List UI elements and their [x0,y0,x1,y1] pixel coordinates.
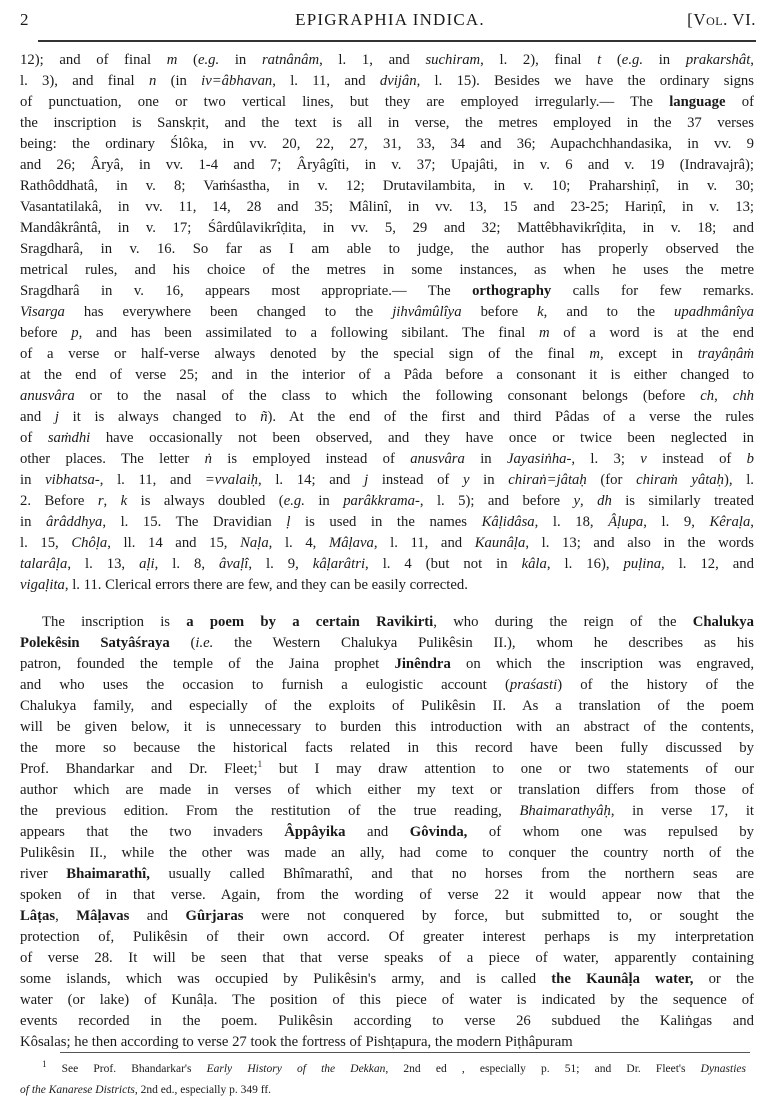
italic-text: m [538,325,550,341]
text-run: , [103,493,121,509]
italic-text: Kaunâḷa [474,535,526,551]
text-run: , l. 11. Clerical errors there are few, and they can be easily corrected. [64,577,468,593]
italic-text: talarâḷa [20,556,68,572]
text-line [20,948,754,969]
text-run: , [579,493,598,509]
text-run: , l. 12, and [661,556,754,572]
text-run: the Western Chalukya Pulikêsin II.), whom he describes as his [213,635,754,651]
text-run: ( [177,52,198,68]
text-line [20,176,754,197]
text-run: , who during the reign of the [433,614,693,630]
text-run: of verse 28. It will be seen that that verse speaks of a piece of water, apparently containing [20,950,754,966]
text-run: the inscription is Sanskṛit, and the text is all in verse, the metres employed in the 37 verses [20,115,754,131]
italic-text: iv=âbhavan [201,73,273,89]
text-line [20,92,754,113]
italic-text: âvaḷî [219,556,249,572]
text-run: , l. 2), final [480,52,598,68]
text-run: of [725,94,754,110]
text-run: of punctuation, one or two vertical lines, but they are employed irregularly.— The [20,94,670,110]
text-run: Sragdharâ, in v. 16. So far as I am able to judge, the author has properly observed the [20,241,754,257]
italic-text: Jayasiṅha- [506,451,572,467]
text-line [20,218,754,239]
italic-text: jihvâmûlîya [392,304,462,320]
text-line [20,491,754,512]
text-line [20,575,754,596]
italic-text: vibhatsa- [45,472,100,488]
italic-text: ch [700,388,715,404]
text-line [20,738,754,759]
text-run: will be given below, it is unnecessary to burden this introduction with an abstract of the contents, [20,719,754,735]
text-run: is similarly treated [611,493,755,509]
text-line [20,134,754,155]
text-run: The inscription is [42,614,187,630]
text-run: at the end of verse 25; and in the interior of a Pâda before a consonant it is either changed to [20,367,754,383]
text-line [20,969,754,990]
text-run: , l. 4, [268,535,329,551]
italic-text: m [589,346,601,362]
italic-text: chiraṅ=jâtaḥ [508,472,587,488]
italic-text: v [640,451,647,467]
text-run: author which are made in verses of which either my text or translation differs from those of [20,782,754,798]
text-run: , l. 18, [534,514,609,530]
text-line [20,1032,754,1053]
italic-text: upadhmânîya [674,304,754,320]
text-run: Kôsalas; he then according to verse 27 took the fortress of Pishṭapura, the modern Piṭhâpuram [20,1034,573,1050]
italic-text: t [597,52,602,68]
italic-text: kâla [521,556,547,572]
text-run: and [129,908,186,924]
text-run: , l. 11, and [99,472,205,488]
text-run: appears that the two invaders [20,824,285,840]
bold-text: Jinêndra [394,656,451,672]
text-run: , except in [600,346,698,362]
journal-title: EPIGRAPHIA INDICA. [295,10,485,29]
text-line [20,344,754,365]
paragraph-orthography [20,50,754,596]
text-run: ) of the history of the [557,677,754,693]
text-run: on which the inscription was engraved, [450,656,754,672]
text-run: Mandâkrântâ, in v. 17; Śârdûlavikrîḍita, in vv. 5, 29 and 32; Mattêbhavikrîḍita, in v. 18; and [20,220,754,236]
text-run: , l. 11, and [373,535,475,551]
text-run: , in verse 17, it [610,803,755,819]
text-line [20,612,754,633]
text-line [20,927,754,948]
text-run: l. 15, [20,535,72,551]
text-run: in [219,52,262,68]
italic-text: chh [732,388,755,404]
text-run: , l. 4 (but not in [365,556,522,572]
text-run: spoken of in that verse. Again, from the wording of verse 22 it would appear now that the [20,887,754,903]
text-run: , l. 8, [154,556,220,572]
text-run: the previous edition. From the restitution of the true reading, [20,803,520,819]
text-line [20,386,754,407]
text-line [20,906,754,927]
text-run: protection of, Pulikêsin of their own accord. Of greater interest perhaps is my interpretation [20,929,754,945]
text-line [20,407,754,428]
text-run: ). At the end of the first and third Pâdas of a verse the rules [267,409,754,425]
text-run: , l. 5); and before [419,493,574,509]
text-line [20,281,754,302]
text-run: but I may draw attention to one or two statements of our [262,761,754,777]
text-run: in [469,472,509,488]
text-line [20,260,754,281]
page-number: 2 [20,10,29,29]
italic-text: k [120,493,128,509]
text-run: have occasionally not been observed, and they have once or twice been neglected in [90,430,754,446]
text-run: and [345,824,410,840]
text-line [20,843,754,864]
italic-text: kâḷarâtri [312,556,366,572]
text-run: , l. 3; [571,451,641,467]
text-run: , and to the [543,304,675,320]
text-run: , [750,514,754,530]
text-line [20,113,754,134]
italic-text: aḷi [139,556,155,572]
text-run: Chalukya family, and especially of the exploits of Pulikêsin II. As a translation of the poem [20,698,754,714]
italic-text: ḷ [286,514,291,530]
text-run: Prof. Bhandarkar and Dr. Fleet; [20,761,258,777]
text-run: Rathôddhatâ, in v. 8; Vaṁśastha, in v. 12; Drutavilambita, in v. 10; Praharshiṇî, in v. 30; [20,178,754,194]
italic-text: ṅ [204,451,212,467]
text-line [20,1011,754,1032]
italic-text: j [54,409,59,425]
text-line [20,885,754,906]
italic-text: Kâḷidâsa [481,514,535,530]
text-line [20,533,754,554]
italic-text: i.e. [195,635,214,651]
italic-text: e.g. [621,52,644,68]
text-line [20,512,754,533]
running-header [0,6,780,36]
text-run: , [714,388,733,404]
text-line [20,239,754,260]
text-run: , l. 9, [643,514,710,530]
text-run: and who uses the occasion to furnish a eulogistic account ( [20,677,510,693]
text-line [20,675,754,696]
text-run: Sragdharâ in v. 16, appears most appropriate.— The [20,283,473,299]
italic-text: dh [597,493,612,509]
text-line [20,801,754,822]
footnote [20,1060,746,1102]
bold-text: Âppâyika [284,824,346,840]
text-line [20,822,754,843]
text-run: metrical rules, and his choice of the metres in some instances, as when he uses the metre [20,262,754,278]
text-line [20,717,754,738]
text-run: ( [169,635,196,651]
italic-text: trayâṇâṁ [697,346,754,362]
bold-text: language [669,94,726,110]
text-line [20,449,754,470]
text-run: or the [693,971,754,987]
text-run: , 2nd ed , especially p. 51; and Dr. Fleet's [385,1063,701,1075]
italic-text: Chôḷa [71,535,108,551]
text-run: the more so because the historical facts related in this record have been fully discussed by [20,740,754,756]
bold-text: orthography [472,283,552,299]
text-run: Vasantatilakâ, in vv. 11, 14, 28 and 35; Mâlinî, in vv. 13, 15 and 23-25; Hariṇî, in v. 13; [20,199,754,215]
text-run: , l. 15). Besides we have the ordinary signs [416,73,754,89]
text-line [20,155,754,176]
text-run: l. 3), and final [20,73,149,89]
text-run: other places. The letter [20,451,205,467]
text-run: ), l. [723,472,754,488]
text-run: and [20,409,55,425]
text-run: being: the ordinary Ślôka, in vv. 20, 22, 27, 31, 33, 34 and 36; Aupachchhandasika, in vv. 9 [20,136,754,152]
text-run: , l. 11, and [272,73,380,89]
text-run: , l. 15. The Dravidian [102,514,287,530]
text-run: it is always changed to [58,409,261,425]
text-line [20,302,754,323]
text-run: Pulikêsin II., while the other was made an ally, had come to conquer the country north of the [20,845,754,861]
text-run: , l. 13, [67,556,140,572]
italic-text: ârâddhya [46,514,103,530]
text-run: in [643,52,686,68]
text-run: , 2nd ed., especially p. 349 ff. [134,1084,272,1096]
italic-text: chiraṁ yâtaḥ [636,472,724,488]
bold-text: Polekêsin Satyâśraya [20,635,170,651]
text-run: , l. 1, and [319,52,426,68]
text-run: (in [156,73,202,89]
italic-text: Early History of the Dekkan [206,1063,386,1075]
italic-text: vigaḷita [20,577,65,593]
text-line [20,50,754,71]
italic-text: Bhaimarathyâḥ [519,803,611,819]
text-run: has everywhere been changed to the [64,304,393,320]
text-run: or to the nasal of the class to which the following consonant belongs (before [74,388,701,404]
bold-text: Chalukya [692,614,754,630]
text-run: 2. Before [20,493,98,509]
italic-text: Naḷa [240,535,269,551]
text-run: and 26; Âryâ, in vv. 1-4 and 7; Âryâgîti, in v. 37; Upajâti, in v. 6 and v. 19 (Indravajrâ); [20,157,754,173]
text-line [20,323,754,344]
italic-text: j [364,472,369,488]
text-run: before [20,325,72,341]
italic-text: Âḷupa [608,514,644,530]
text-run: water (or lake) of Kunâḷa. The position of this piece of water is indicated by the sequence of [20,992,754,1008]
text-line [20,428,754,449]
italic-text: r [97,493,104,509]
text-run: river [20,866,67,882]
text-run: of a word is at the end [549,325,754,341]
text-run: is always doubled ( [127,493,284,509]
italic-text: Kêraḷa [709,514,751,530]
text-run: See Prof. Bhandarkar's [46,1063,207,1075]
italic-text: b [746,451,754,467]
text-run: usually called Bhîmarathî, and that no horses from the northern seas are [149,866,754,882]
text-run: patron, founded the temple of the Jaina prophet [20,656,395,672]
text-run: in [464,451,507,467]
italic-text: dvijân [379,73,417,89]
bold-text: Bhaimarathî, [66,866,150,882]
text-run: of a verse or half-verse always denoted by the special sign of the final [20,346,590,362]
text-run: of whom one was repulsed by [467,824,754,840]
bold-text: Gôvinda, [409,824,468,840]
text-run: some islands, which was occupied by Pulikêsin's army, and is called [20,971,552,987]
italic-text: parâkkrama- [343,493,420,509]
text-line [20,554,754,575]
text-run: in [20,514,47,530]
text-run: events recorded in the poem. Pulikêsin according to verse 26 subdued the Kaliṅgas and [20,1013,754,1029]
text-run: before [461,304,538,320]
italic-text: of the Kanarese Districts [20,1084,135,1096]
italic-text: praśasti [509,677,558,693]
text-line [20,696,754,717]
text-line [20,633,754,654]
text-run: , l. 9, [248,556,313,572]
bold-text: Lâṭas [20,908,56,924]
bold-text: Gûrjaras [185,908,244,924]
text-run: instead of [646,451,747,467]
text-run: ( [601,52,622,68]
italic-text: anusvâra [20,388,75,404]
text-line [20,470,754,491]
italic-text: prakarshât [685,52,751,68]
text-line [20,1060,746,1081]
italic-text: =vvalaiḥ [204,472,259,488]
text-line [20,71,754,92]
text-run: , l. 13; and also in the words [525,535,754,551]
text-run: instead of [368,472,463,488]
text-run: , and has been assimilated to a following sibilant. The final [78,325,539,341]
text-run: calls for few remarks. [551,283,754,299]
italic-text: saṁdhi [47,430,91,446]
italic-text: ñ [260,409,268,425]
bold-text: Mâḷavas [76,908,130,924]
italic-text: p [71,325,79,341]
italic-text: k [537,304,544,320]
text-run: were not conquered by force, but submitted to, or sought the [243,908,754,924]
text-run: , [55,908,77,924]
italic-text: Dynasties [700,1063,746,1075]
italic-text: m [166,52,178,68]
text-run: 12); and of final [20,52,167,68]
footnote-rule [60,1052,750,1053]
text-line [20,759,754,780]
italic-text: Mâḷava [328,535,374,551]
text-run: is employed instead of [211,451,411,467]
text-run: , l. 14; and [258,472,365,488]
text-line [20,197,754,218]
text-line [20,1081,746,1102]
italic-text: n [148,73,157,89]
text-run: of [20,430,48,446]
text-line [20,864,754,885]
text-line [20,780,754,801]
text-line [20,365,754,386]
text-run: is used in the names [290,514,482,530]
italic-text: y [462,472,470,488]
bold-text: the Kaunâḷa water, [551,971,694,987]
volume-label: [Vol. VI. [687,10,756,29]
header-rule [38,40,756,42]
text-line [20,990,754,1011]
text-run: in [304,493,344,509]
text-run: (for [586,472,637,488]
text-run: , [750,52,754,68]
italic-text: suchiram [425,52,481,68]
text-run: , ll. 14 and 15, [107,535,241,551]
italic-text: puḷina [623,556,662,572]
italic-text: e.g. [283,493,305,509]
italic-text: anusvâra [410,451,465,467]
italic-text: Visarga [20,304,65,320]
italic-text: ratnânâm [261,52,320,68]
italic-text: y [573,493,580,509]
italic-text: e.g. [197,52,220,68]
bold-text: a poem by a certain Ravikirti [186,614,434,630]
text-line [20,654,754,675]
text-run: in [20,472,46,488]
footnote-marker: 1 [42,1059,47,1070]
footnote-marker: 1 [257,759,263,770]
paragraph-poem-ravikirti [20,612,754,1053]
text-run: , l. 16), [546,556,624,572]
